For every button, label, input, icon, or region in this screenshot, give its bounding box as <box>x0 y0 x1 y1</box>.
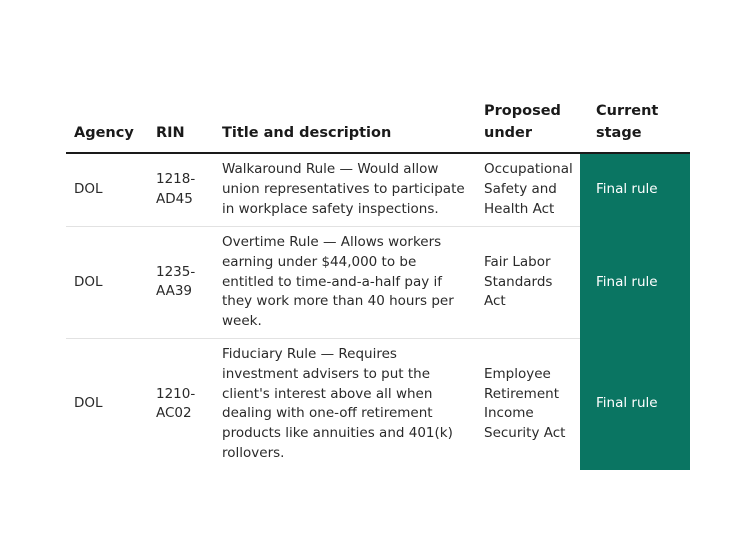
table-row <box>66 153 690 227</box>
cell-agency: DOL <box>66 227 148 339</box>
cell-title: Fiduciary Rule — Requires investment advisers to put the client's interest above all when dealing with one-off retirement products like annuities and 401(k) rollovers. <box>222 345 453 461</box>
table-body <box>66 153 690 470</box>
cell-title: Walkaround Rule — Would allow union representatives to participate in workplace safety inspections. <box>214 153 476 227</box>
regulations-table <box>66 100 690 470</box>
cell-current-stage: Final rule <box>580 338 690 469</box>
cell-title: Overtime Rule — Allows workers earning under $44,000 to be entitled to time-and-a-half pay if they work more than 40 hours per week. <box>214 227 476 339</box>
header-agency: Agency <box>66 100 148 153</box>
cell-rin: 1235-AA39 <box>148 227 214 339</box>
cell-current-stage: Final rule <box>580 227 690 339</box>
header-title: Title and description <box>214 100 476 153</box>
cell-agency: DOL <box>66 153 148 227</box>
header-row <box>66 100 690 153</box>
table-header <box>66 100 690 153</box>
cell-rin: 1218-AD45 <box>148 153 214 227</box>
header-current-stage: Current stage <box>580 100 690 153</box>
cell-agency: DOL <box>74 395 103 412</box>
cell-current-stage: Final rule <box>580 153 690 227</box>
cell-proposed-under: Occupational Safety and Health Act <box>476 153 580 227</box>
cell-proposed-under: Employee Retirement Income Security Act <box>484 365 566 442</box>
table-row <box>66 338 690 469</box>
cell-proposed-under: Fair Labor Standards Act <box>476 227 580 339</box>
table-row <box>66 227 690 339</box>
cell-rin: 1210-AC02 <box>156 385 196 422</box>
header-proposed-under: Proposed under <box>476 100 580 153</box>
regulations-table-container <box>66 100 690 470</box>
header-rin: RIN <box>148 100 214 153</box>
